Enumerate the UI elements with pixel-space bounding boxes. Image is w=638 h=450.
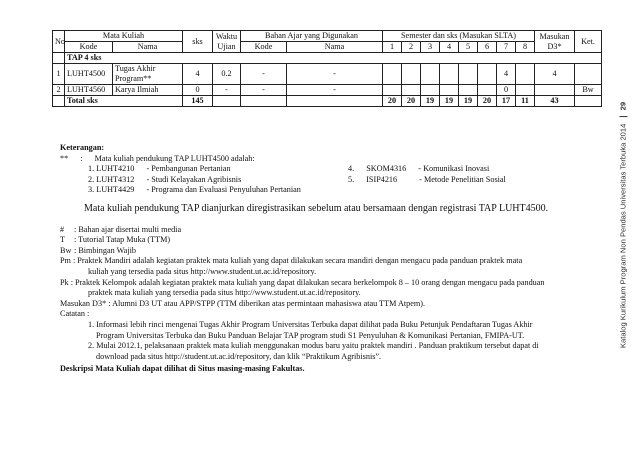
pk-note-cont: praktek mata kuliah yang tersedia pada situs http://www.student.ut.ac.id/repository.	[88, 288, 361, 298]
dstar-text: Mata kuliah pendukung TAP LUHT4500 adalah:	[94, 153, 255, 163]
header-bahan-ajar: Bahan Ajar yang Digunakan	[241, 31, 383, 42]
catatan-item-2: 2. Mulai 2012.1, pelaksanaan praktek mata kuliah menggunakan modus baru yaitu praktek mandiri . Panduan praktikum tersebut dapat di	[88, 341, 539, 351]
header-sem-4: 4	[440, 42, 459, 53]
header-sem-2: 2	[402, 42, 421, 53]
row-sks: 4	[183, 64, 213, 85]
header-sem-6: 6	[478, 42, 497, 53]
row-kode: LUHT4560	[65, 85, 113, 96]
total-sem-7: 17	[497, 96, 516, 107]
curriculum-page	[52, 30, 600, 107]
total-label: Total sks	[65, 96, 183, 107]
footer-note: Deskripsi Mata Kuliah dapat dilihat di Situs masing-masing Fakultas.	[60, 364, 305, 374]
row-sem-4	[440, 64, 459, 85]
pm-note-cont: kuliah yang tersedia pada situs http://www.student.ut.ac.id/repository.	[88, 266, 317, 276]
header-kode: Kode	[65, 42, 113, 53]
row-sem-1	[383, 85, 402, 96]
row-sem-3	[421, 85, 440, 96]
list-item: 2. LUHT4312 - Studi Kelayakan Agribisnis	[88, 174, 242, 184]
total-sks: 145	[183, 96, 213, 107]
total-sem-3: 19	[421, 96, 440, 107]
row-sem-8	[516, 85, 535, 96]
total-d3: 43	[535, 96, 575, 107]
row-waktu: 0.2	[213, 64, 241, 85]
row-sem-1	[383, 64, 402, 85]
header-nama: Nama	[113, 42, 183, 53]
header-sks: sks	[183, 31, 213, 53]
header-sem-8: 8	[516, 42, 535, 53]
row-sem-3	[421, 64, 440, 85]
side-caption: Katalog Kurikulum Program Non Pendas Universitas Terbuka 2014 29	[618, 101, 628, 349]
header-sem-5: 5	[459, 42, 478, 53]
row-no: 1	[53, 64, 65, 85]
row-waktu: -	[213, 85, 241, 96]
row-sem-4	[440, 85, 459, 96]
notes-heading: Keterangan:	[60, 143, 105, 152]
section-label: TAP 4 sks	[65, 53, 602, 64]
total-sem-5: 19	[459, 96, 478, 107]
header-ket: Ket.	[575, 31, 602, 53]
dstar-symbol: **	[60, 153, 69, 163]
header-row-2	[53, 42, 602, 53]
row-d3	[535, 85, 575, 96]
list-item: 1. LUHT4210 - Pembangunan Pertanian	[88, 164, 231, 174]
catatan-heading: Catatan :	[60, 309, 90, 319]
pm-note: Pm : Praktek Mandiri adalah kegiatan praktek mata kuliah yang dapat dilakukan secara mandiri dengan mengacu pada panduan praktek mata	[60, 256, 523, 266]
catatan-item-1: 1. Informasi lebih rinci mengenai Tugas Akhir Program Universitas Terbuka dapat dilihat pada Buku Petunjuk Pendaftaran Tugas Akhir	[88, 319, 533, 329]
row-ket: Bw	[575, 85, 602, 96]
row-sem-5	[459, 85, 478, 96]
legend-item: # : Bahan ajar disertai multi media	[60, 224, 182, 234]
notes-section	[60, 143, 580, 375]
course-table	[52, 30, 602, 107]
total-sem-8: 11	[516, 96, 535, 107]
list-item: 5. ISIP4216 - Metode Penelitian Sosial	[348, 174, 506, 184]
row-bahan-kode: -	[241, 64, 287, 85]
row-no: 2	[53, 85, 65, 96]
header-waktu-ujian: Waktu Ujian	[213, 31, 241, 53]
dstar-note	[60, 154, 580, 165]
row-sks: 0	[183, 85, 213, 96]
list-item: 3. LUHT4429 - Programa dan Evaluasi Penyuluhan Pertanian	[88, 185, 301, 195]
legend-item: Bw : Bimbingan Wajib	[60, 245, 136, 255]
row-d3: 4	[535, 64, 575, 85]
total-sem-4: 19	[440, 96, 459, 107]
header-bahan-kode: Kode	[241, 42, 287, 53]
row-sem-6	[478, 64, 497, 85]
row-bahan-nama: -	[287, 85, 383, 96]
row-ket	[575, 64, 602, 85]
legend-item: T : Tutorial Tatap Muka (TTM)	[60, 235, 171, 245]
row-sem-7: 0	[497, 85, 516, 96]
table-row	[53, 64, 602, 85]
total-row	[53, 96, 602, 107]
supporting-course-list	[60, 164, 580, 196]
total-sem-2: 20	[402, 96, 421, 107]
table-row	[53, 85, 602, 96]
row-sem-2	[402, 85, 421, 96]
header-sem-3: 3	[421, 42, 440, 53]
row-bahan-kode: -	[241, 85, 287, 96]
header-bahan-nama: Nama	[287, 42, 383, 53]
row-sem-2	[402, 64, 421, 85]
list-item: 4. SKOM4316 - Komunikasi Inovasi	[348, 164, 490, 174]
header-mata-kuliah: Mata Kuliah	[65, 31, 183, 42]
page-number: 29	[618, 101, 628, 111]
catatan-item-2-cont: download pada situs http://student.ut.ac.id/repository, dan klik “Praktikum Agribisnis”.	[96, 351, 382, 361]
side-running-header	[614, 0, 632, 450]
dstar-colon: :	[80, 153, 83, 163]
row-sem-6	[478, 85, 497, 96]
header-row-1	[53, 31, 602, 42]
row-kode: LUHT4500	[65, 64, 113, 85]
catatan-item-1-cont: Program Universitas Terbuka dan Buku Panduan Belajar TAP program studi S1 Penyuluhan & Komunikasi Pertanian, FMIPA-UT.	[96, 330, 525, 340]
row-nama: Karya Ilmiah	[113, 85, 183, 96]
row-sem-7: 4	[497, 64, 516, 85]
header-no: No	[53, 31, 65, 53]
masukan-note: Masukan D3* : Alumni D3 UT atau APP/STPP (TTM diberikan atas permintaan mahasiswa atau TTM Atpem).	[60, 298, 426, 308]
total-sem-6: 20	[478, 96, 497, 107]
header-semester: Semester dan sks (Masukan SLTA)	[383, 31, 535, 42]
header-sem-7: 7	[497, 42, 516, 53]
row-sem-5	[459, 64, 478, 85]
header-sem-1: 1	[383, 42, 402, 53]
row-bahan-nama: -	[287, 64, 383, 85]
row-sem-8	[516, 64, 535, 85]
header-masukan-d3: Masukan D3*	[535, 31, 575, 53]
total-sem-1: 20	[383, 96, 402, 107]
section-row	[53, 53, 602, 64]
pk-note: Pk : Praktek Kelompok adalah kegiatan praktek mata kuliah yang dapat dilakukan secara berkelompok 8 – 10 orang dengan mengacu pada panduan	[60, 277, 545, 287]
row-nama: Tugas Akhir Program**	[113, 64, 183, 85]
registration-note: Mata kuliah pendukung TAP dianjurkan diregistrasikan sebelum atau bersamaan dengan registrasi TAP LUHT4500.	[84, 202, 549, 214]
